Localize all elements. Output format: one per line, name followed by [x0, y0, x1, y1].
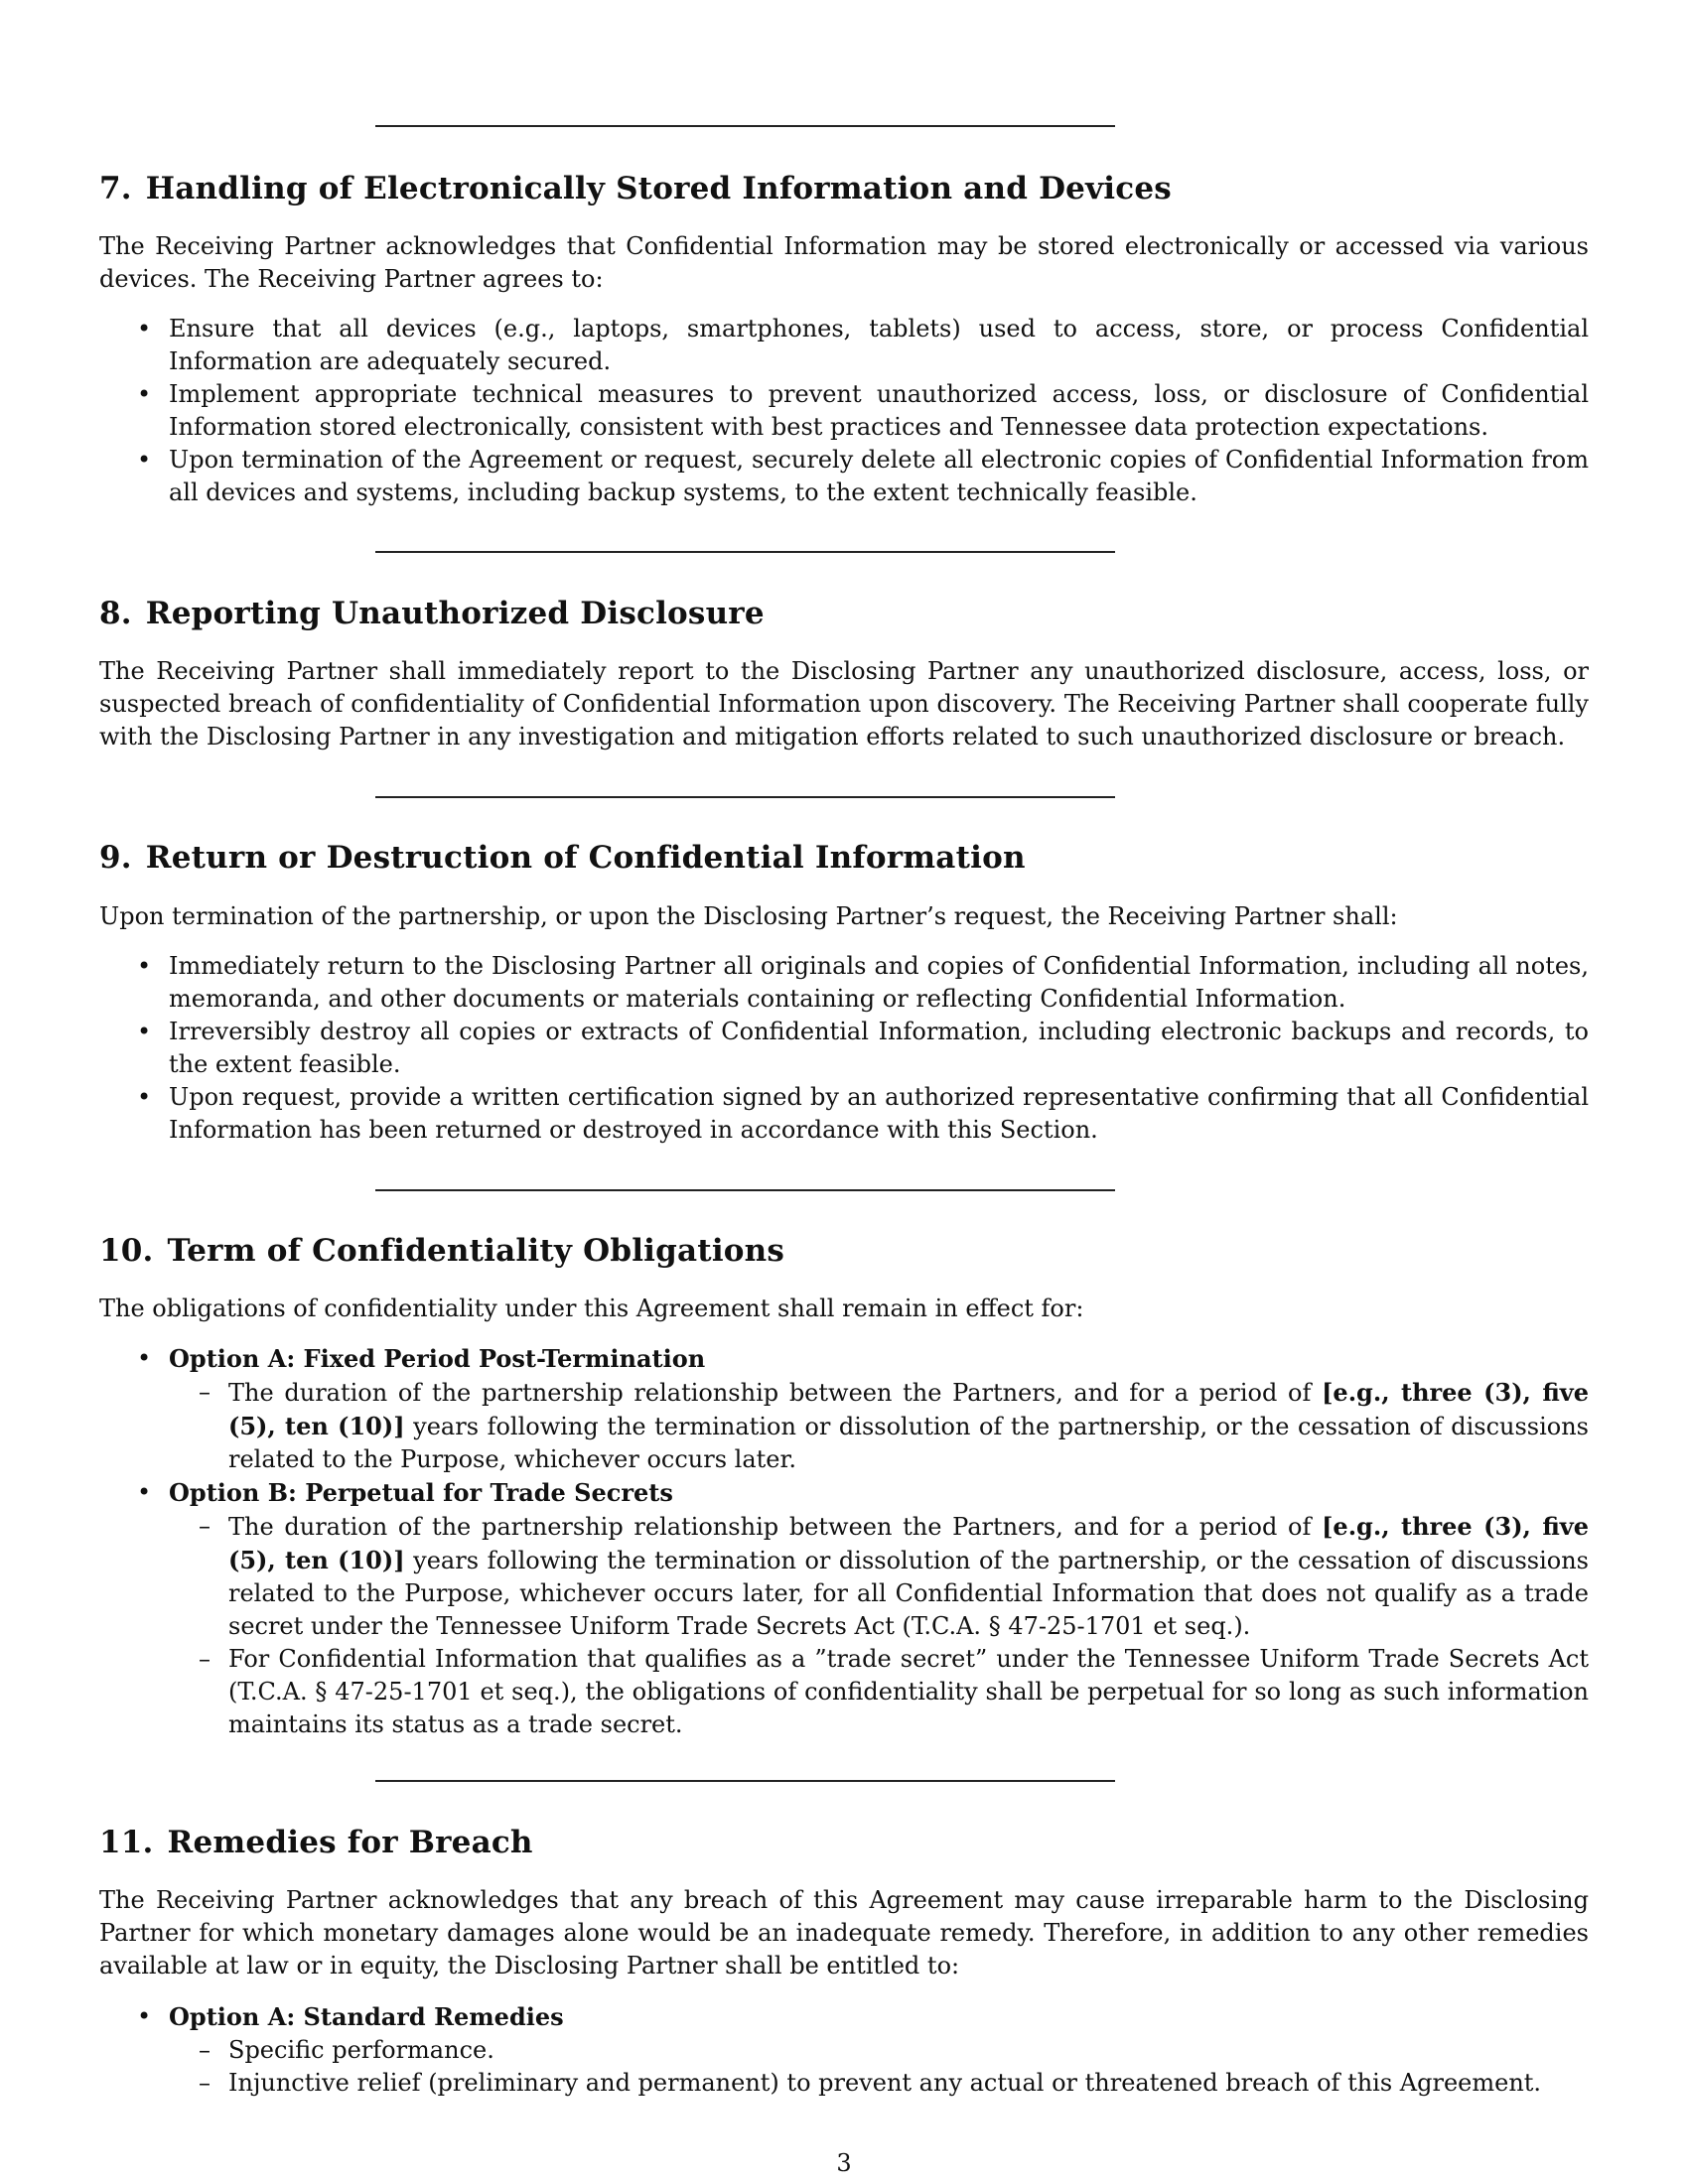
list-item: • Irreversibly destroy all copies or extracts of Confidential Information, including electronic backups and records, to the extent feasible. [99, 1016, 1589, 1081]
section-7-heading [99, 171, 1172, 206]
section-number: 10. [99, 1233, 154, 1269]
section-title: Term of Confidentiality Obligations [167, 1233, 785, 1269]
section-11-heading [99, 1825, 533, 1860]
list-item: – Specific performance. [169, 2034, 1589, 2067]
option-a [99, 2000, 1589, 2100]
option-label: Option A: Standard Remedies [169, 2002, 564, 2031]
option-b-details [169, 1510, 1589, 1741]
section-number: 7. [99, 171, 132, 206]
option-a [99, 1342, 1589, 1476]
option-label: Option B: Perpetual for Trade Secrets [169, 1478, 673, 1507]
section-8-body: The Receiving Partner shall immediately report to the Disclosing Partner any unauthorized disclosure, access, loss, or suspected breach of confidentiality of Confidential Information upon discovery. The Receiving Partner shall cooperate fully with the Disclosing Partner in any investigation and mitigation efforts related to such unauthorized disclosure or breach. [99, 657, 1589, 751]
placeholder-term: [e.g., three (3), five (5), ten (10)] [228, 1378, 1590, 1440]
section-9-list [99, 950, 1589, 1147]
section-10-intro: The obligations of confidentiality under this Agreement shall remain in effect for: [99, 1295, 1084, 1322]
section-7-list [99, 313, 1589, 509]
section-divider [375, 1189, 1115, 1191]
section-divider [375, 125, 1115, 127]
section-9-intro: Upon termination of the partnership, or upon the Disclosing Partner’s request, the Receiving Partner shall: [99, 902, 1398, 930]
page-number: 3 [836, 2149, 852, 2177]
section-divider [375, 796, 1115, 798]
list-item: • Immediately return to the Disclosing Partner all originals and copies of Confidential Information, including all notes, memoranda, and other documents or materials containing or reflecting Confidential Information. [99, 950, 1589, 1016]
section-11-options [99, 2000, 1589, 2100]
section-title: Remedies for Breach [167, 1825, 533, 1860]
list-item: • Implement appropriate technical measures to prevent unauthorized access, loss, or disclosure of Confidential Information stored electronically, consistent with best practices and Tennessee data protection expectations. [99, 378, 1589, 444]
list-item: – Injunctive relief (preliminary and permanent) to prevent any actual or threatened breach of this Agreement. [169, 2067, 1589, 2100]
section-title: Return or Destruction of Confidential Information [145, 840, 1026, 876]
text-run: The duration of the partnership relationship between the Partners, and for a period of [228, 1379, 1323, 1407]
section-number: 11. [99, 1825, 154, 1860]
section-title: Handling of Electronically Stored Information and Devices [145, 171, 1172, 206]
section-number: 8. [99, 596, 132, 631]
section-9-heading [99, 840, 1026, 876]
section-7-intro: The Receiving Partner acknowledges that Confidential Information may be stored electronically or accessed via various devices. The Receiving Partner agrees to: [99, 232, 1589, 293]
list-item: – For Confidential Information that qualifies as a ”trade secret” under the Tennessee Uniform Trade Secrets Act (T.C.A. § 47-25-1701 et seq.), the obligations of confidentiality shall be perpetual for so long as such information maintains its status as a trade secret. [169, 1643, 1589, 1741]
text-run: years following the termination or dissolution of the partnership, or the cessation of discussions related to the Purpose, whichever occurs later, for all Confidential Information that does not qualify as a trade secret under the Tennessee Uniform Trade Secrets Act (T.C.A. § 47-25-1701 et seq.). [228, 1547, 1590, 1640]
option-label: Option A: Fixed Period Post-Termination [169, 1344, 706, 1373]
section-divider [375, 1780, 1115, 1782]
section-10-heading [99, 1233, 784, 1269]
option-a-details [169, 1376, 1589, 1476]
section-divider [375, 551, 1115, 553]
section-title: Reporting Unauthorized Disclosure [145, 596, 765, 631]
list-item: • Upon termination of the Agreement or request, securely delete all electronic copies of Confidential Information from all devices and systems, including backup systems, to the extent technically feasible. [99, 444, 1589, 509]
text-run: years following the termination or dissolution of the partnership, or the cessation of discussions related to the Purpose, whichever occurs later. [228, 1413, 1590, 1473]
list-item [169, 1376, 1589, 1476]
section-8-heading [99, 596, 765, 631]
section-11-intro: The Receiving Partner acknowledges that any breach of this Agreement may cause irreparable harm to the Disclosing Partner for which monetary damages alone would be an inadequate remedy. Therefore, in addition to any other remedies available at law or in equity, the Disclosing Partner shall be entitled to: [99, 1886, 1589, 1979]
placeholder-term: [e.g., three (3), five (5), ten (10)] [228, 1512, 1590, 1574]
option-a-details [169, 2034, 1589, 2100]
list-item: • Upon request, provide a written certification signed by an authorized representative confirming that all Confidential Information has been returned or destroyed in accordance with this Section. [99, 1081, 1589, 1147]
section-10-options [99, 1342, 1589, 1741]
list-item: • Ensure that all devices (e.g., laptops, smartphones, tablets) used to access, store, or process Confidential Information are adequately secured. [99, 313, 1589, 378]
text-run: The duration of the partnership relationship between the Partners, and for a period of [228, 1513, 1323, 1541]
section-number: 9. [99, 840, 132, 876]
option-b [99, 1476, 1589, 1741]
list-item [169, 1510, 1589, 1643]
